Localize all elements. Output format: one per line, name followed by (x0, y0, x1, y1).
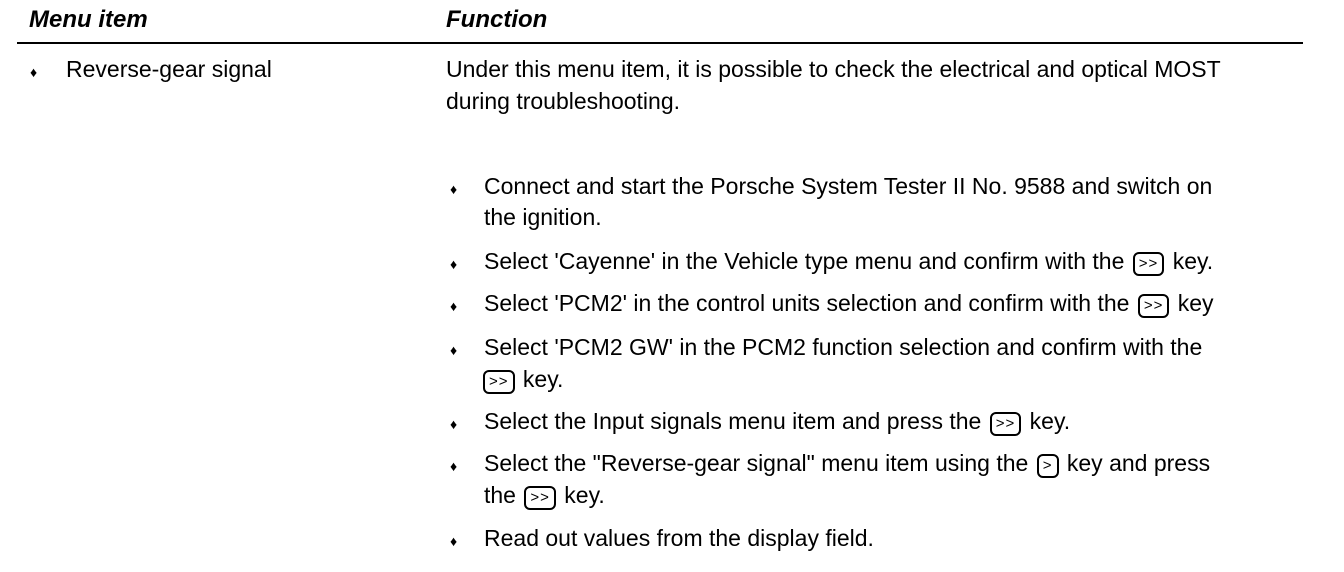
step-1-line-1: Connect and start the Porsche System Tester II No. 9588 and switch on (484, 173, 1213, 199)
bullet-icon: ♦ (450, 533, 458, 549)
step-6-text: Select the "Reverse-gear signal" menu item using the (484, 450, 1029, 476)
bullet-icon: ♦ (30, 64, 38, 80)
step-2-text-end: key. (1172, 248, 1214, 274)
bullet-icon: ♦ (450, 256, 458, 272)
bullet-icon: ♦ (450, 298, 458, 314)
step-6-line-2 (484, 480, 605, 511)
step-5 (484, 406, 1070, 437)
function-intro-line-1: Under this menu item, it is possible to check the electrical and optical MOST (446, 56, 1221, 82)
step-6-text-the: the (484, 482, 516, 508)
step-4-text-end: key. (522, 366, 564, 392)
bullet-icon: ♦ (450, 416, 458, 432)
step-5-text-end: key. (1029, 408, 1071, 434)
header-rule (17, 42, 1303, 44)
step-2 (484, 246, 1213, 277)
step-3-text: Select 'PCM2' in the control units selection and confirm with the (484, 290, 1130, 316)
step-6-line-1 (484, 448, 1210, 479)
step-3 (484, 288, 1214, 319)
next-key-icon: > (1037, 454, 1059, 478)
forward-key-icon: >> (1138, 294, 1170, 318)
step-7: Read out values from the display field. (484, 525, 874, 551)
step-1-line-2: the ignition. (484, 204, 602, 230)
step-6-text-end: key. (564, 482, 605, 508)
step-4-line-2 (481, 364, 563, 395)
step-6-text-mid: key and press (1066, 450, 1211, 476)
function-intro-line-2: during troubleshooting. (446, 88, 680, 114)
bullet-icon: ♦ (450, 181, 458, 197)
step-4-line-1: Select 'PCM2 GW' in the PCM2 function selection and confirm with the (484, 334, 1203, 360)
forward-key-icon: >> (483, 370, 515, 394)
forward-key-icon: >> (524, 486, 556, 510)
forward-key-icon: >> (990, 412, 1022, 436)
column-header-menu-item: Menu item (29, 6, 148, 33)
bullet-icon: ♦ (450, 342, 458, 358)
step-2-text: Select 'Cayenne' in the Vehicle type menu and confirm with the (484, 248, 1125, 274)
forward-key-icon: >> (1133, 252, 1165, 276)
menu-item-label: Reverse-gear signal (66, 56, 272, 82)
step-5-text: Select the Input signals menu item and press the (484, 408, 982, 434)
bullet-icon: ♦ (450, 458, 458, 474)
column-header-function: Function (446, 6, 548, 33)
step-3-text-end: key (1177, 290, 1214, 316)
